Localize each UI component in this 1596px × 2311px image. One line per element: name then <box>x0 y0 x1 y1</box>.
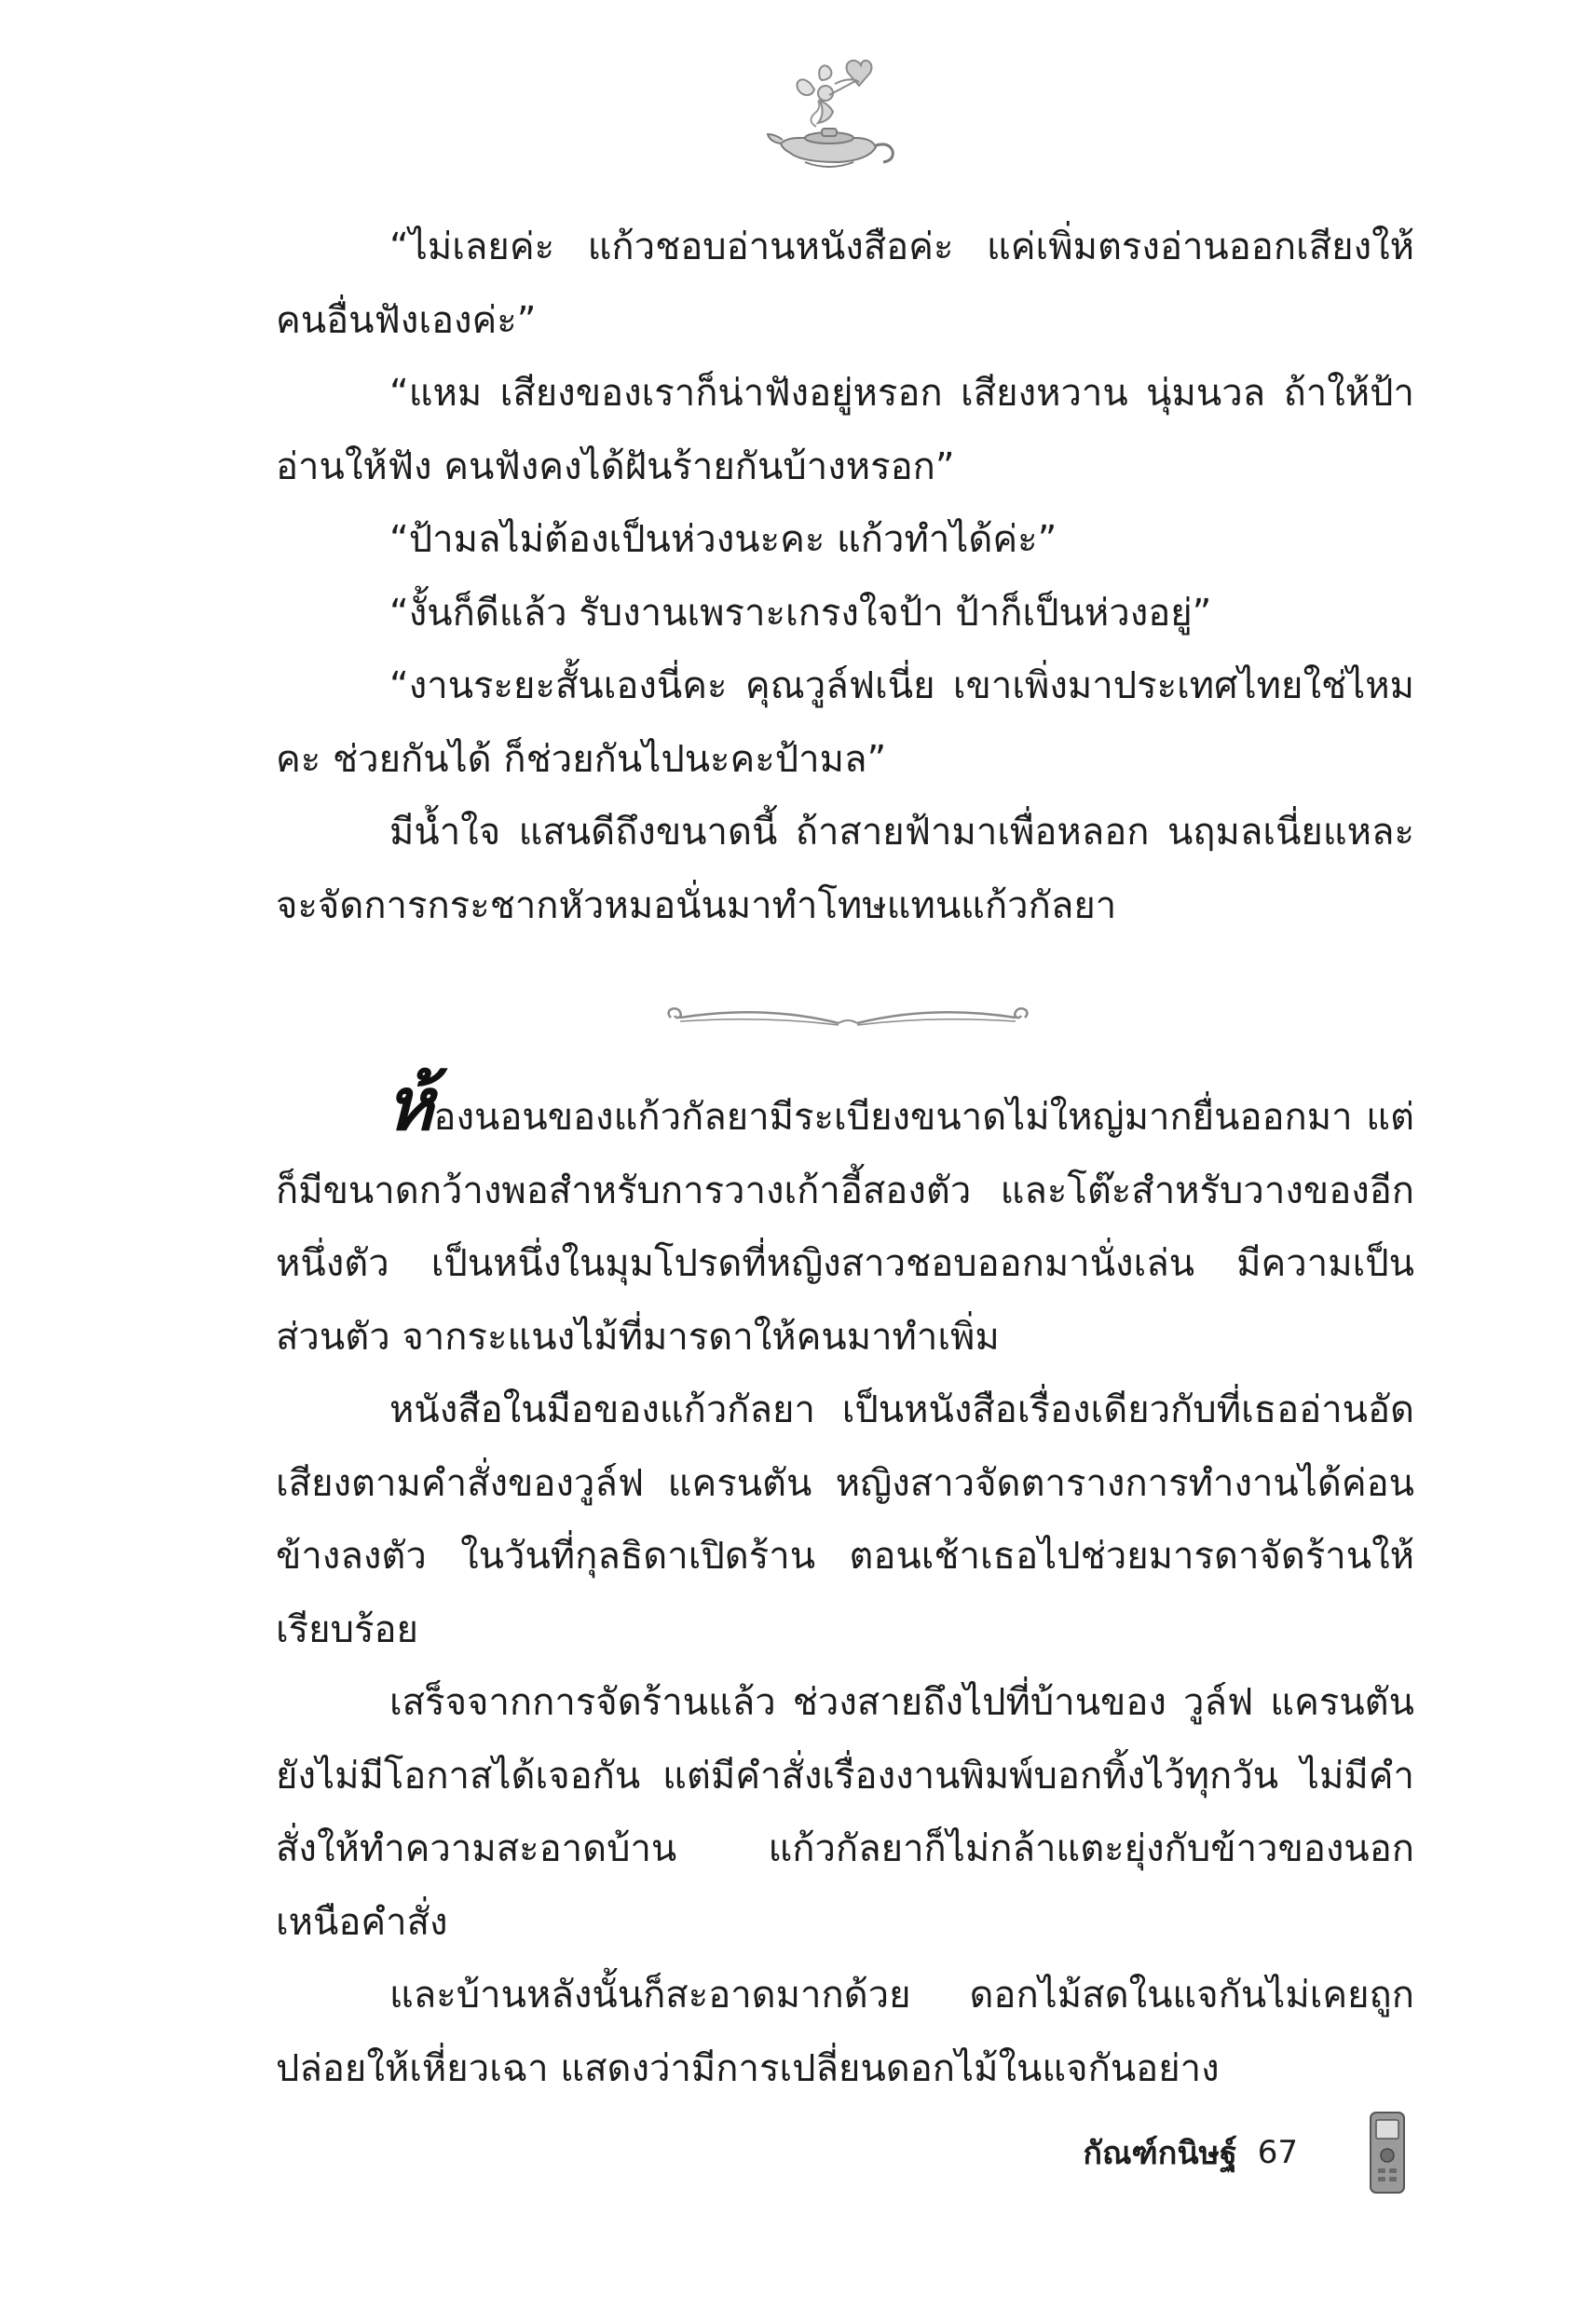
paragraph: “ป้ามลไม่ต้องเป็นห่วงนะคะ แก้วทำได้ค่ะ” <box>389 518 1057 561</box>
paragraph: “งานระยะสั้นเองนี่คะ คุณวูล์ฟเนี่ย เขาเพิ่งมาประเทศไทยใช่ไหมคะ ช่วยกันได้ ก็ช่วยกันไปนะคะป้ามล” <box>276 664 1414 781</box>
page-number: 67 <box>1257 2134 1298 2171</box>
book-title: กัณฑ์กนิษฐ์ <box>1083 2135 1237 2172</box>
paragraph: “ไม่เลยค่ะ แก้วชอบอ่านหนังสือค่ะ แค่เพิ่มตรงอ่านออกเสียงให้คนอื่นฟังเองค่ะ” <box>276 226 1414 342</box>
paragraph: หนังสือในมือของแก้วกัลยา เป็นหนังสือเรื่องเดียวกับที่เธออ่านอัดเสียงตามคำสั่งของวูล์ฟ แครนตัน หญิงสาวจัดตารางการทำงานได้ค่อนข้างลงตัว ในวันที่กุลธิดาเปิดร้าน ตอนเช้าเธอไปช่วยมารดาจัดร้านให้เรียบร้อย <box>276 1388 1414 1651</box>
section-2-text <box>276 1062 1414 2105</box>
voice-recorder-icon <box>1368 2111 1407 2195</box>
paragraph: “งั้นก็ดีแล้ว รับงานเพราะเกรงใจป้า ป้าก็เป็นห่วงอยู่” <box>389 591 1212 635</box>
opening-paragraph-text: องนอนของแก้วกัลยามีระเบียงขนาดไม่ใหญ่มากยื่นออกมา แต่ก็มีขนาดกว้างพอสำหรับการวางเก้าอี้สองตัว และโต๊ะสำหรับวางของอีกหนึ่งตัว เป็นหนึ่งในมุมโปรดที่หญิงสาวชอบออกมานั่งเล่น มีความเป็นส่วนตัว จากระแนงไม้ที่มารดาให้คนมาทำเพิ่ม <box>276 1096 1414 1359</box>
opening-paragraph <box>276 1062 1414 1374</box>
page-footer <box>1083 2127 1298 2178</box>
section-1-text <box>276 211 1414 942</box>
drop-cap: ห้ <box>386 1062 434 1147</box>
paragraph: เสร็จจากการจัดร้านแล้ว ช่วงสายถึงไปที่บ้านของ วูล์ฟ แครนตันยังไม่มีโอกาสได้เจอกัน แต่มีคำสั่งเรื่องงานพิมพ์บอกทิ้งไว้ทุกวัน ไม่มีคำสั่งให้ทำความสะอาดบ้าน แก้วกัลยาก็ไม่กล้าแตะยุ่งกับข้าวของนอกเหนือคำสั่ง <box>276 1681 1414 1944</box>
paragraph: มีน้ำใจ แสนดีถึงขนาดนี้ ถ้าสายฟ้ามาเพื่อหลอก นฤมลเนี่ยแหละจะจัดการกระชากหัวหมอนั่นมาทำโทษแทนแก้วกัลยา <box>276 811 1414 927</box>
paragraph: และบ้านหลังนั้นก็สะอาดมากด้วย ดอกไม้สดในแจกันไม่เคยถูกปล่อยให้เหี่ยวเฉา แสดงว่ามีการเปลี่ยนดอกไม้ในแจกันอย่าง <box>276 1974 1414 2090</box>
scroll-divider-icon <box>652 995 1044 1036</box>
paragraph: “แหม เสียงของเราก็น่าฟังอยู่หรอก เสียงหวาน นุ่มนวล ถ้าให้ป้าอ่านให้ฟัง คนฟังคงได้ฝันร้ายกันบ้างหรอก” <box>276 372 1414 488</box>
cupid-teapot-ornament-icon <box>764 47 904 186</box>
